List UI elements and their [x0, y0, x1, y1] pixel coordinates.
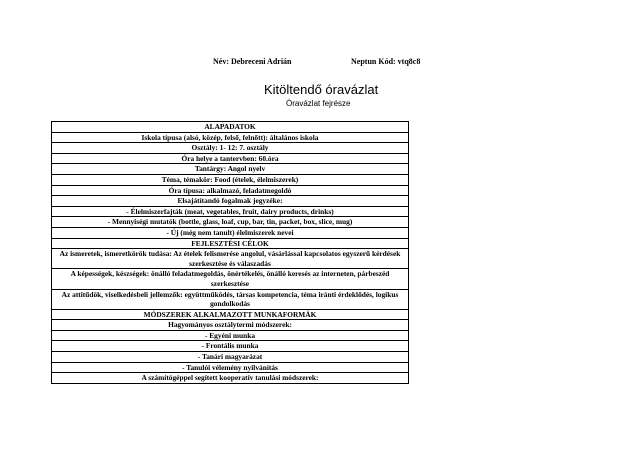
method-item: - Egyéni munka — [52, 330, 409, 341]
grade: Osztály: 1- 12: 7. osztály — [52, 143, 409, 154]
table-row — [52, 185, 409, 196]
section-heading-methods: MÓDSZEREK ALKALMAZOTT MUNKAFORMÁK — [52, 309, 409, 320]
table-row — [52, 309, 409, 320]
table-row — [52, 174, 409, 185]
table-row — [52, 164, 409, 175]
table-row — [52, 132, 409, 143]
table-row — [52, 143, 409, 154]
page-title: Kitöltendő óravázlat — [264, 82, 379, 97]
neptun-code: Neptun Kód: vtq8c8 — [351, 57, 421, 66]
page-subtitle: Óravázlat fejrésze — [286, 99, 351, 108]
school-type: Iskola típusa (alsó, közép, felső, felnőtt): általános iskola — [52, 132, 409, 143]
concept-item: - Mennyiségi mutatók (bottle, glass, loaf, cup, bar, tin, packet, box, slice, mug) — [52, 217, 409, 228]
goal-skills: A képességek, készségek: önálló feladatmegoldás, önértékelés, önálló keresés az interneten, párbeszéd szerkesztése — [52, 269, 409, 289]
method-item: - Tanári magyarázat — [52, 352, 409, 363]
table-row — [52, 196, 409, 207]
table-row — [52, 373, 409, 384]
lesson-type: Óra típusa: alkalmazó, feladatmegoldó — [52, 185, 409, 196]
table-row — [52, 289, 409, 309]
concept-item: - Új (még nem tanult) élelmiszerek nevei — [52, 227, 409, 238]
table-row — [52, 341, 409, 352]
table-row — [52, 269, 409, 289]
table-row — [52, 227, 409, 238]
goal-attitudes: Az attitűdök, viselkedésbeli jellemzők: együttműködés, társas kompetencia, téma iránti érdeklődés, logikus gondolkodás — [52, 289, 409, 309]
method-item: - Frontális munka — [52, 341, 409, 352]
table-row — [52, 153, 409, 164]
table-row — [52, 249, 409, 269]
table-row — [52, 206, 409, 217]
computer-methods-heading: A számítógéppel segített kooperatív tanulási módszerek: — [52, 373, 409, 384]
method-item: - Tanulói vélemény nyilvánítás — [52, 362, 409, 373]
section-heading-development-goals: FEJLESZTÉSI CÉLOK — [52, 238, 409, 249]
subject: Tantárgy: Angol nyelv — [52, 164, 409, 175]
table-row — [52, 362, 409, 373]
curriculum-position: Óra helye a tantervben: 60.óra — [52, 153, 409, 164]
lesson-plan-table — [51, 121, 409, 384]
concept-item: - Élelmiszerfajták (meat, vegetables, fruit, dairy products, drinks) — [52, 206, 409, 217]
topic: Téma, témakör: Food (ételek, élelmiszerek) — [52, 174, 409, 185]
table-row — [52, 238, 409, 249]
table-row — [52, 122, 409, 133]
methods-heading: Hagyományos osztálytermi módszerek: — [52, 320, 409, 331]
table-row — [52, 217, 409, 228]
concepts-heading: Elsajátítandó fogalmak jegyzéke: — [52, 196, 409, 207]
table-row — [52, 330, 409, 341]
table-row — [52, 352, 409, 363]
student-name: Név: Debreceni Adrián — [213, 57, 292, 66]
section-heading-basic-data: ALAPADATOK — [52, 122, 409, 133]
goal-knowledge: Az ismeretek, ismeretkörök tudása: Az ételek felismerése angolul, vásárlással kapcsolatos egyszerű kérdések szerkesztése és válaszadás — [52, 249, 409, 269]
table-row — [52, 320, 409, 331]
